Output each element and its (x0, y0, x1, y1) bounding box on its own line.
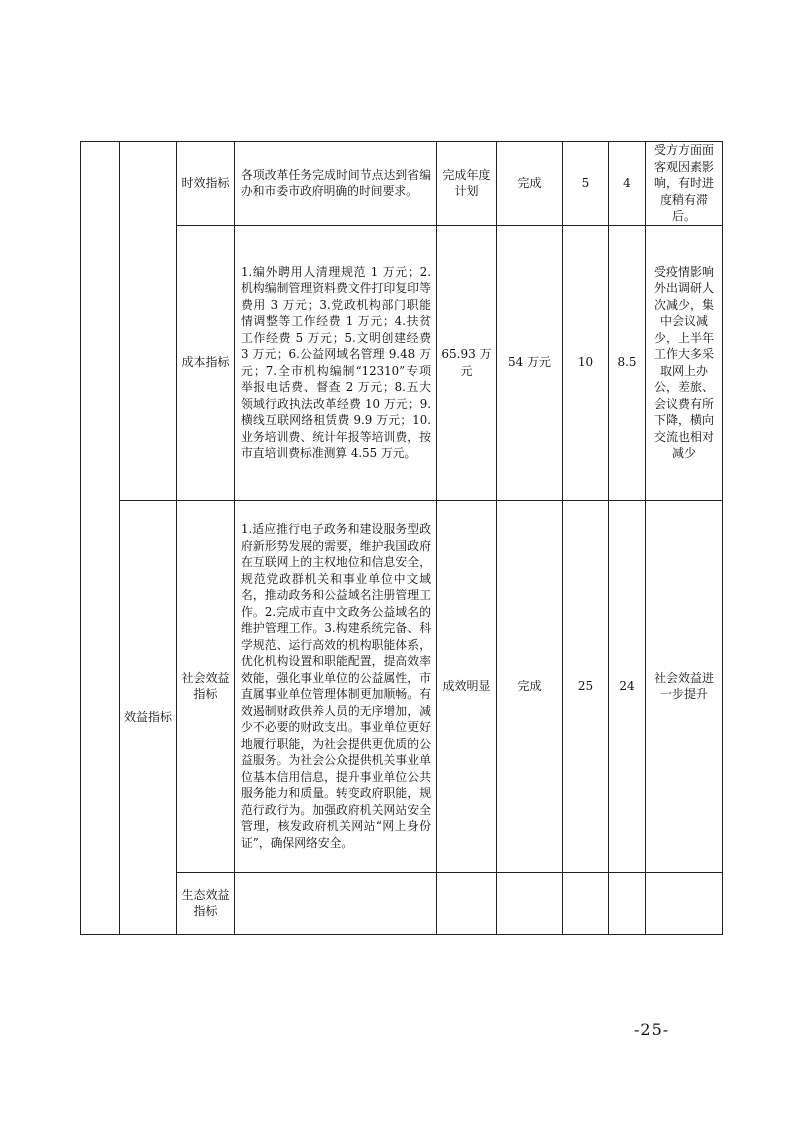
score-cost: 8.5 (609, 225, 646, 500)
score-social: 24 (609, 500, 646, 872)
table-row-cost (81, 225, 723, 500)
content-social: 1.适应推行电子政务和建设服务型政府新形势发展的需要，维护我国政府在互联网上的主权地位和信息安全，规范党政群机关和事业单位中文域名，推动政务和公益域名注册管理工作。2.完成市直中文政务公益域名的维护管理工作。3.构建系统完备、科学规范、运行高效的机构职能体系，优化机构设置和职能配置，提高效率效能，强化事业单位的公益属性，市直属事业单位管理体制更加顺畅。有效遏制财政供养人员的无序增加，减少不必要的财政支出。事业单位更好地履行职能，为社会提供更优质的公益服务。为社会公众提供机关事业单位基本信用信息，提升事业单位公共服务能力和质量。转变政府职能，规范行政行为。加强政府机关网站安全管理，核发政府机关网站“网上身份证”，确保网络安全。 (235, 500, 437, 872)
actual-timeliness: 完成 (497, 142, 563, 226)
target-ecological (437, 872, 497, 934)
target-social: 成效明显 (437, 500, 497, 872)
page-number: -25- (634, 1020, 670, 1039)
content-cost: 1.编外聘用人清理规范 1 万元；2.机构编制管理资料费文件打印复印等费用 3 万元；3.党政机构部门职能情调整等工作经费 1 万元；4.扶贫工作经费 5 万元；5.文明创建经费 3 万元；6.公益网域名管理 9.48 万元；7.全市机构编制“12310”专项举报电话费、督查 2 万元；8.五大领域行政执法改革经费 10 万元；9.横线互联网络租赁费 9.9 万元；10.业务培训费、统计年报等培训费，按市直培训费标准测算 4.55 万元。 (235, 225, 437, 500)
actual-cost: 54 万元 (497, 225, 563, 500)
content-ecological (235, 872, 437, 934)
weight-cost: 10 (563, 225, 609, 500)
note-timeliness: 受方方面面客观因素影响，有时进度稍有滞后。 (646, 142, 723, 226)
note-cost: 受疫情影响外出调研人次减少，集中会议减少，上半年工作大多采取网上办公，差旅、会议费有所下降，横向交流也相对减少 (646, 225, 723, 500)
output-category-cell (120, 142, 177, 501)
score-ecological (609, 872, 646, 934)
indicator-timeliness: 时效指标 (177, 142, 235, 226)
table-row-social (81, 500, 723, 872)
table-row-timeliness (81, 142, 723, 226)
score-timeliness: 4 (609, 142, 646, 226)
outer-category-cell (81, 142, 120, 935)
indicator-ecological: 生态效益指标 (177, 872, 235, 934)
benefit-category-cell: 效益指标 (120, 500, 177, 934)
target-timeliness: 完成年度计划 (437, 142, 497, 226)
weight-timeliness: 5 (563, 142, 609, 226)
actual-ecological (497, 872, 563, 934)
content-timeliness: 各项改革任务完成时间节点达到省编办和市委市政府明确的时间要求。 (235, 142, 437, 226)
weight-ecological (563, 872, 609, 934)
indicator-social: 社会效益指标 (177, 500, 235, 872)
performance-indicator-table (80, 141, 723, 935)
table-row-ecological (81, 872, 723, 934)
note-ecological (646, 872, 723, 934)
actual-social: 完成 (497, 500, 563, 872)
note-social: 社会效益进一步提升 (646, 500, 723, 872)
target-cost: 65.93 万元 (437, 225, 497, 500)
weight-social: 25 (563, 500, 609, 872)
indicator-cost: 成本指标 (177, 225, 235, 500)
